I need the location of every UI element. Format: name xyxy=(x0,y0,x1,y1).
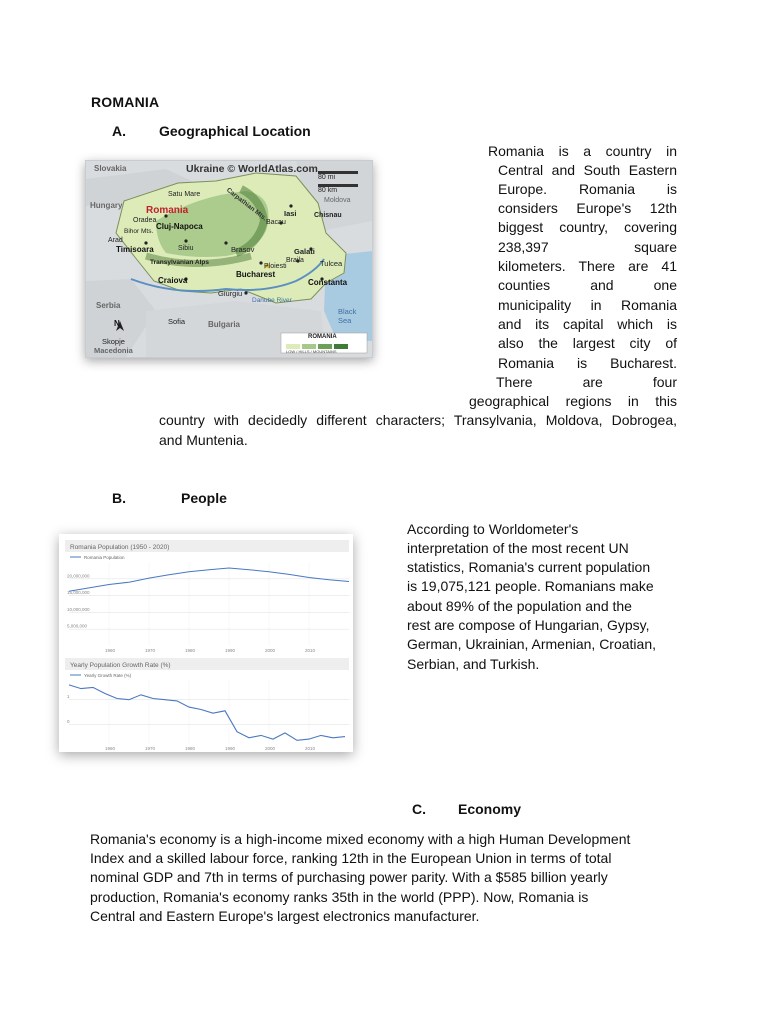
growth-x-tick-label: 1980 xyxy=(185,746,196,751)
growth-x-tick-label: 2010 xyxy=(305,746,316,751)
population-x-tick-label: 1960 xyxy=(105,648,116,653)
growth-x-tick-label: 1970 xyxy=(145,746,156,751)
map-label-bacau: Bacau xyxy=(266,219,286,226)
people-line: about 89% of the population and the xyxy=(407,598,632,614)
population-x-tick-label: 2000 xyxy=(265,648,276,653)
growth-x-tick-label: 1990 xyxy=(225,746,236,751)
population-x-tick-label: 1980 xyxy=(185,648,196,653)
people-line: Serbian, and Turkish. xyxy=(407,656,540,672)
population-grid xyxy=(69,562,349,646)
population-chart-title: Romania Population (1950 - 2020) xyxy=(70,544,170,551)
map-label-carpathian: Carpathian Mts. xyxy=(225,186,268,223)
map-label-cluj: Cluj-Napoca xyxy=(156,222,203,231)
geo-line: There are four xyxy=(496,374,677,390)
geo-line: municipality in Romania xyxy=(498,297,677,313)
growth-legend-label: Yearly Growth Rate (%) xyxy=(84,673,132,678)
map-label-skopje: Skopje xyxy=(102,337,125,346)
map-legend-title: ROMANIA xyxy=(308,334,337,340)
geo-line: Europe. Romania is xyxy=(498,181,677,197)
population-y-tick-label: 10,000,000 xyxy=(67,606,90,612)
geo-line: country with decidedly different characters; Transylvania, Moldova, Dobrogea, xyxy=(159,412,677,428)
map-label-giurgiu: Giurgiu xyxy=(218,289,243,298)
economy-line: nominal GDP and 7th in terms of purchasing power parity. With a $585 billion yearly xyxy=(90,869,608,885)
economy-line: Central and Eastern Europe's largest electronics manufacturer. xyxy=(90,908,480,924)
population-series-line xyxy=(69,568,349,591)
map-label-tulcea: Tulcea xyxy=(320,259,343,268)
document-title: ROMANIA xyxy=(91,94,160,110)
north-icon: N xyxy=(114,319,120,328)
growth-x-tick-label: 1960 xyxy=(105,746,116,751)
map-label-sibiu: Sibiu xyxy=(178,245,194,252)
people-line: interpretation of the most recent UN xyxy=(407,540,629,556)
map-label-slovakia: Slovakia xyxy=(94,164,127,173)
people-line: is 19,075,121 people. Romanians make xyxy=(407,578,654,594)
geo-line: also the largest city of xyxy=(498,335,677,351)
geo-line: geographical regions in this xyxy=(469,393,677,409)
map-credit: Ukraine © WorldAtlas.com xyxy=(186,163,318,175)
population-x-tick-label: 2010 xyxy=(305,648,316,653)
map-label-transylvanian: Transylvanian Alps xyxy=(150,259,210,266)
people-line: rest are compose of Hungarian, Gypsy, xyxy=(407,617,650,633)
map-label-hungary: Hungary xyxy=(90,201,123,210)
map-label-iasi: Iasi xyxy=(284,209,297,218)
growth-ticks xyxy=(67,694,316,751)
geo-line: counties and one xyxy=(498,277,677,293)
growth-y-tick-label: 1 xyxy=(67,694,70,700)
geo-line: considers Europe's 12th xyxy=(498,200,677,216)
population-legend-label: Romania Population xyxy=(84,555,125,560)
map-label-serbia: Serbia xyxy=(96,301,121,310)
map-label-danube: Danube River xyxy=(252,297,292,304)
growth-chart-title: Yearly Population Growth Rate (%) xyxy=(70,662,171,669)
growth-series-line xyxy=(69,685,345,740)
geo-line: Romania is a country in xyxy=(488,143,677,159)
people-line: According to Worldometer's xyxy=(407,521,579,537)
map-label-moldova: Moldova xyxy=(324,197,351,204)
map-label-arad: Arad xyxy=(108,237,123,244)
map-country-label: Romania xyxy=(146,205,189,216)
population-x-tick-label: 1970 xyxy=(145,648,156,653)
people-line: statistics, Romania's current population xyxy=(407,559,651,575)
geo-line: Central and South Eastern xyxy=(498,162,677,178)
map-label-sofia: Sofia xyxy=(168,317,186,326)
map-label-braila: Braila xyxy=(286,257,304,264)
population-y-tick-label: 20,000,000 xyxy=(67,573,90,579)
section-b-letter: B. xyxy=(112,490,126,506)
geo-line: 238,397 square xyxy=(498,239,677,255)
population-x-tick-label: 1990 xyxy=(225,648,236,653)
map-label-satu-mare: Satu Mare xyxy=(168,191,201,198)
map-label-oradea: Oradea xyxy=(133,217,157,224)
section-c-letter: C. xyxy=(412,801,426,817)
economy-line: Index and a skilled labour force, ranking 12th in the European Union in terms of total xyxy=(90,850,612,866)
map-label-bucharest: Bucharest xyxy=(236,270,276,279)
population-y-tick-label: 15,000,000 xyxy=(67,590,90,596)
map-label-craiova: Craiova xyxy=(158,276,188,285)
map-label-bihor: Bihor Mts. xyxy=(124,228,154,235)
geo-line: biggest country, covering xyxy=(498,219,677,235)
map-label-bulgaria: Bulgaria xyxy=(208,320,241,329)
geo-line: and its capital which is xyxy=(498,316,677,332)
map-scale-mi: 80 mi xyxy=(318,174,336,181)
population-charts xyxy=(59,534,353,752)
economy-line: Romania's economy is a high-income mixed economy with a high Human Development xyxy=(90,831,631,847)
map-label-black-sea: Black Sea xyxy=(338,307,357,325)
map-label-brasov: Brasov xyxy=(231,245,255,254)
map-scale-km: 80 km xyxy=(318,187,338,194)
geo-line: kilometers. There are 41 xyxy=(498,258,677,274)
growth-y-tick-label: 0 xyxy=(67,718,70,724)
section-a-letter: A. xyxy=(112,123,126,139)
section-b-title: People xyxy=(181,490,227,506)
map-label-galati: Galati xyxy=(294,247,315,256)
map-legend-sub: LOW / HILLS / MOUNTAINS xyxy=(286,349,337,354)
map-label-ploiesti: Ploiesti xyxy=(264,263,287,270)
map-label-timisoara: Timisoara xyxy=(116,245,154,254)
map-label-chisnau: Chisnau xyxy=(314,212,342,219)
romania-map xyxy=(85,160,373,358)
map-label-macedonia: Macedonia xyxy=(94,346,133,355)
map-label-constanta: Constanta xyxy=(308,278,348,287)
growth-x-tick-label: 2000 xyxy=(265,746,276,751)
population-y-tick-label: 5,000,000 xyxy=(67,623,88,629)
geo-line: Romania is Bucharest. xyxy=(498,355,677,371)
people-line: German, Ukrainian, Armenian, Croatian, xyxy=(407,636,656,652)
economy-line: production, Romania's economy ranks 35th in the world (PPP). Now, Romania is xyxy=(90,889,589,905)
section-c-title: Economy xyxy=(458,801,522,817)
geo-line: and Muntenia. xyxy=(159,432,248,448)
section-a-title: Geographical Location xyxy=(159,123,311,139)
